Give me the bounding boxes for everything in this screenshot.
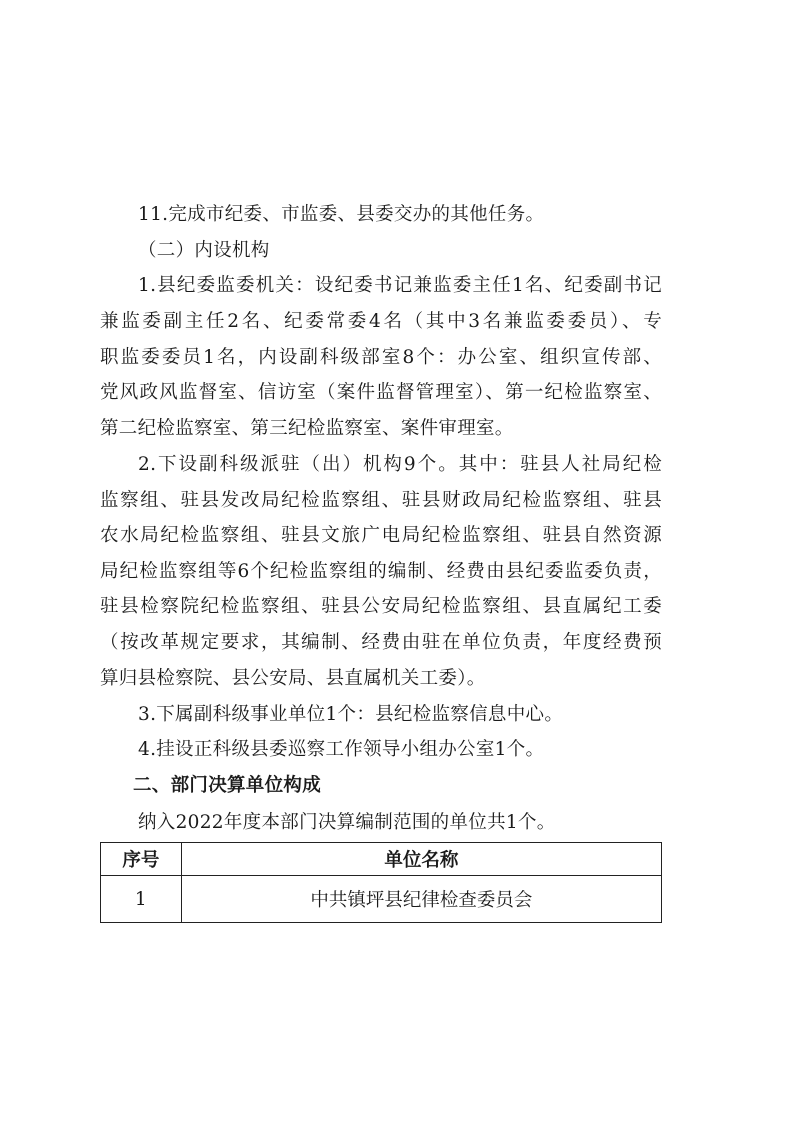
unit-table xyxy=(100,842,662,923)
subheading-internal-structure: （二）内设机构 xyxy=(138,240,270,261)
paragraph-line: 兼监委副主任2名、纪委常委4名（其中3名兼监委委员）、专 xyxy=(100,311,662,332)
table-cell-index: 1 xyxy=(101,876,182,923)
section-intro: 纳入2022年度本部门决算编制范围的单位共1个。 xyxy=(138,812,556,833)
paragraph-line: 党风政风监督室、信访室（案件监督管理室）、第一纪检监察室、 xyxy=(100,382,662,403)
table-header-unit-name: 单位名称 xyxy=(181,843,661,876)
table-row xyxy=(101,876,662,923)
paragraph-line: 2.下设副科级派驻（出）机构9个。其中：驻县人社局纪检 xyxy=(138,454,662,475)
paragraph-line: 1.县纪委监委机关：设纪委书记兼监委主任1名、纪委副书记 xyxy=(138,275,662,296)
paragraph-line: 局纪检监察组等6个纪检监察组的编制、经费由县纪委监委负责， xyxy=(100,561,662,582)
paragraph-line: 第二纪检监察室、第三纪检监察室、案件审理室。 xyxy=(100,418,514,439)
paragraph-item-3: 3.下属副科级事业单位1个：县纪检监察信息中心。 xyxy=(138,704,564,725)
table-cell-unit-name: 中共镇坪县纪律检查委员会 xyxy=(181,876,661,923)
paragraph-line: （按改革规定要求，其编制、经费由驻在单位负责，年度经费预 xyxy=(100,632,662,653)
section-heading: 二、部门决算单位构成 xyxy=(133,775,322,796)
paragraph-item-4: 4.挂设正科级县委巡察工作领导小组办公室1个。 xyxy=(138,739,545,760)
paragraph-line: 算归县检察院、县公安局、县直属机关工委）。 xyxy=(100,668,486,689)
table-header-index: 序号 xyxy=(101,843,182,876)
paragraph-line: 职监委委员1名，内设副科级部室8个：办公室、组织宣传部、 xyxy=(100,347,662,368)
paragraph-line: 监察组、驻县发改局纪检监察组、驻县财政局纪检监察组、驻县 xyxy=(100,490,662,511)
paragraph-line: 农水局纪检监察组、驻县文旅广电局纪检监察组、驻县自然资源 xyxy=(100,525,662,546)
table-header-row xyxy=(101,843,662,876)
paragraph-line: 驻县检察院纪检监察组、驻县公安局纪检监察组、县直属纪工委 xyxy=(100,596,662,617)
paragraph-task-11: 11.完成市纪委、市监委、县委交办的其他任务。 xyxy=(138,204,545,225)
